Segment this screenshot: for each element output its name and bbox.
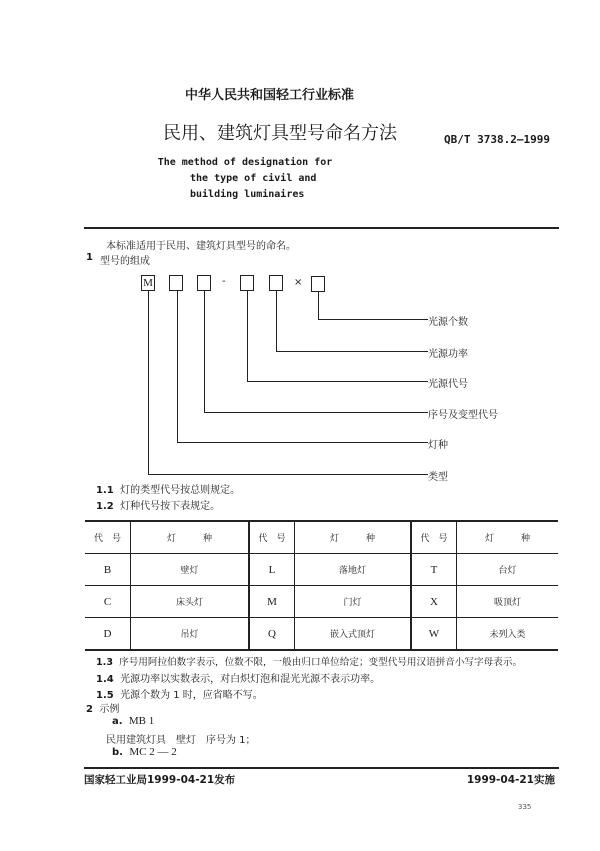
table-cell: T (411, 554, 457, 586)
effective-date: 1999-04-21实施 (466, 774, 555, 786)
header-cell: 代 号 (85, 521, 131, 554)
label-type: 类型 (428, 472, 448, 483)
clause-1-3: 1.3 序号用阿拉伯数字表示，位数不限，一般由归口单位给定；变型代号用汉语拼音小写字母表示。 (96, 657, 523, 668)
example-b: b. MC 2 — 2 (112, 746, 177, 758)
connector-line (204, 412, 428, 413)
source-code-box (240, 275, 254, 291)
table-row (85, 618, 558, 651)
dash-symbol: - (222, 276, 226, 287)
table-cell: 吊灯 (131, 618, 250, 651)
table-cell: 吸顶灯 (457, 586, 559, 618)
table-cell: 床头灯 (131, 586, 250, 618)
footer-rule (84, 767, 559, 769)
table-cell: B (85, 554, 131, 586)
label-source-power: 光源功率 (428, 349, 468, 360)
connector-line (177, 291, 178, 443)
table-cell: C (85, 586, 131, 618)
table-header-row (85, 521, 558, 554)
english-title-line: the type of civil and (190, 173, 317, 184)
count-box (311, 276, 325, 292)
english-title-line: The method of designation for (157, 157, 333, 168)
table-cell: L (249, 554, 295, 586)
connector-line (177, 442, 428, 443)
connector-line (247, 291, 248, 382)
power-box (269, 275, 283, 291)
table-cell: 未列入类 (457, 618, 559, 651)
example-a-description: 民用建筑灯具 壁灯 序号为 1； (106, 735, 256, 746)
header-cell: 代 号 (411, 521, 457, 554)
clause-1-5: 1.5 光源个数为 1 时，应省略不写。 (96, 690, 263, 701)
clause-1-4: 1.4 光源功率以实数表示，对白炽灯泡和混光光源不表示功率。 (96, 674, 381, 685)
issuing-body: 中华人民共和国轻工行业标准 (185, 88, 355, 103)
scope-text: 本标准适用于民用、建筑灯具型号的命名。 (106, 241, 296, 252)
table-row (85, 554, 558, 586)
example-a: a. MB 1 (112, 715, 155, 727)
connector-line (247, 381, 428, 382)
standard-code: QB/T 3738.2—1999 (444, 133, 550, 146)
document-title: 民用、建筑灯具型号命名方法 (163, 123, 397, 144)
table-row (85, 586, 558, 618)
table-cell: 门灯 (295, 586, 412, 618)
table-cell: X (411, 586, 457, 618)
header-cell: 灯 种 (131, 521, 250, 554)
clause-1-2: 1.2 灯种代号按下表规定。 (96, 501, 221, 512)
label-source-count: 光源个数 (428, 317, 468, 328)
serial-box (197, 275, 211, 291)
header-cell: 灯 种 (295, 521, 412, 554)
header-cell: 代 号 (249, 521, 295, 554)
table-cell: Q (249, 618, 295, 651)
table-cell: 台灯 (457, 554, 559, 586)
english-title-line: building luminaires (190, 189, 305, 200)
type-box: M (141, 275, 155, 291)
table-cell: W (411, 618, 457, 651)
clause-1-1: 1.1 灯的类型代号按总则规定。 (96, 485, 241, 496)
table-cell: M (249, 586, 295, 618)
label-lamp-kind: 灯种 (428, 440, 448, 451)
connector-line (276, 351, 428, 352)
header-rule (84, 227, 559, 229)
connector-line (204, 291, 205, 413)
label-source-code: 光源代号 (428, 379, 468, 390)
table-cell: D (85, 618, 131, 651)
label-serial-variant: 序号及变型代号 (428, 410, 498, 421)
english-title (157, 155, 333, 203)
table-cell: 壁灯 (131, 554, 250, 586)
lamp-kind-table (85, 520, 558, 651)
section-number: 1 (86, 252, 93, 263)
table-cell: 落地灯 (295, 554, 412, 586)
connector-line (318, 319, 428, 320)
times-symbol: × (294, 277, 303, 288)
connector-line (148, 474, 428, 475)
connector-line (148, 291, 149, 475)
section-title: 型号的组成 (100, 256, 150, 267)
issue-date: 国家轻工业局1999-04-21发布 (84, 774, 236, 786)
lamp-kind-box (169, 275, 183, 291)
connector-line (276, 291, 277, 352)
table-cell: 嵌入式顶灯 (295, 618, 412, 651)
section-2: 2 示例 (86, 704, 120, 715)
connector-line (318, 292, 319, 320)
page-number: 335 (518, 803, 532, 811)
header-cell: 灯 种 (457, 521, 559, 554)
